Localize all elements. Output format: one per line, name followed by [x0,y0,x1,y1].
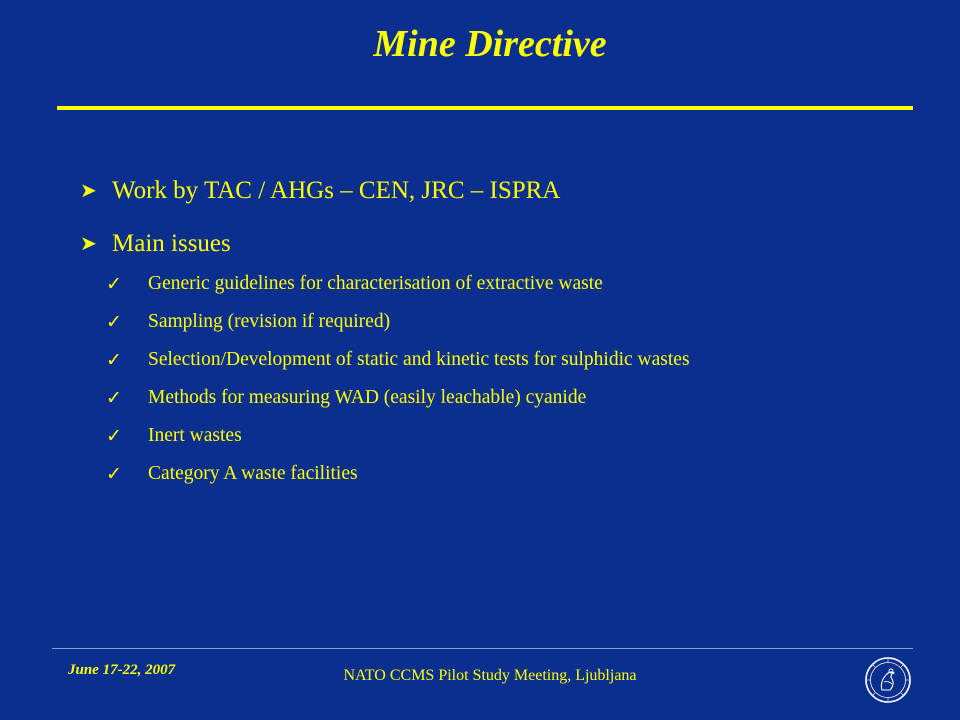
check-icon: ✓ [106,349,122,371]
sub-bullet-item [106,348,946,372]
check-icon: ✓ [106,425,122,447]
footer-date: June 17-22, 2007 [68,662,176,678]
bullet-item [80,225,920,263]
sub-bullet-item [106,386,946,410]
bullet-item [80,172,920,210]
sub-bullet-text: Generic guidelines for characterisation of extractive waste [148,273,603,294]
check-icon: ✓ [106,273,122,295]
sub-bullet-text: Selection/Development of static and kinetic tests for sulphidic wastes [148,349,690,370]
sub-bullet-item [106,462,946,486]
slide-title: Mine Directive [373,23,607,65]
bullet-list [80,172,920,506]
bullet-text: Main issues [112,230,231,257]
check-icon: ✓ [106,311,122,333]
arrow-bullet-icon: ➤ [80,232,97,255]
title-divider [57,106,913,110]
sub-bullet-text: Methods for measuring WAD (easily leachable) cyanide [148,387,587,408]
arrow-bullet-icon: ➤ [80,179,97,202]
university-seal-icon [864,656,912,704]
check-icon: ✓ [106,387,122,409]
sub-bullet-item [106,424,946,448]
check-icon: ✓ [106,463,122,485]
footer-event: NATO CCMS Pilot Study Meeting, Ljubljana [343,667,637,684]
sub-bullet-text: Sampling (revision if required) [148,311,391,332]
footer-divider [52,648,913,649]
sub-bullet-item [106,310,946,334]
sub-bullet-text: Inert wastes [148,425,242,446]
sub-bullet-text: Category A waste facilities [148,463,358,484]
sub-bullet-list [106,272,946,486]
bullet-text: Work by TAC / AHGs – CEN, JRC – ISPRA [112,177,561,204]
sub-bullet-item [106,272,946,296]
